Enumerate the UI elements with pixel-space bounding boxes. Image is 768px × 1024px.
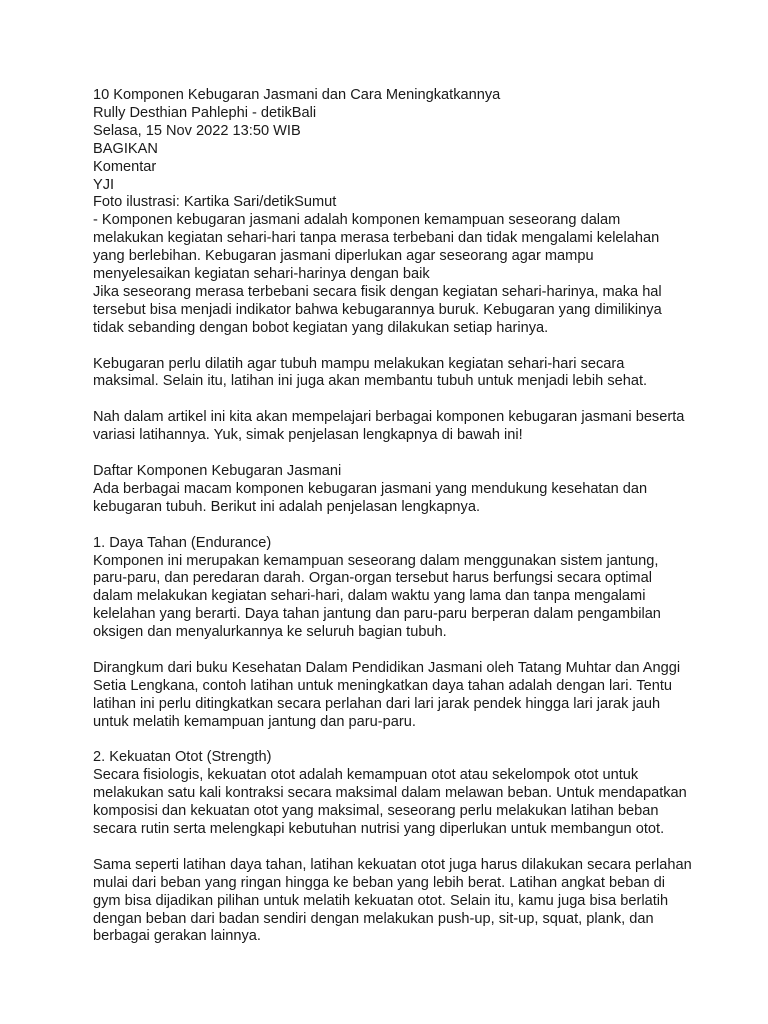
share-label: BAGIKAN: [93, 140, 158, 157]
text-line: komposisi dan kekuatan otot yang maksimal, seseorang perlu melakukan latihan beban: [93, 803, 659, 820]
paragraph-3: [93, 409, 693, 445]
paragraph-2: [93, 356, 693, 392]
section-endurance: [93, 535, 693, 642]
text-line: secara rutin serta melengkapi kebutuhan nutrisi yang diperlukan untuk membangun otot.: [93, 821, 665, 838]
paragraph-gap: [93, 338, 693, 356]
text-line: paru-paru, dan peredaran darah. Organ-organ tersebut harus berfungsi secara optimal: [93, 570, 652, 587]
text-line: Secara fisiologis, kekuatan otot adalah kemampuan otot atau sekelompok otot untuk: [93, 767, 639, 784]
text-line: untuk melatih kemampuan jantung dan paru-paru.: [93, 713, 416, 730]
paragraph-gap: [93, 839, 693, 857]
article-date: Selasa, 15 Nov 2022 13:50 WIB: [93, 122, 301, 139]
paragraph-gap: [93, 642, 693, 660]
text-line: gym bisa dijadikan pilihan untuk melatih kekuatan otot. Selain itu, kamu juga bisa berlatih: [93, 892, 669, 909]
text-line: menyelesaikan kegiatan sehari-harinya dengan baik: [93, 266, 430, 283]
comment-label: Komentar: [93, 158, 157, 175]
section-strength-detail: [93, 857, 693, 947]
text-line: tersebut bisa menjadi indikator bahwa kebugarannya buruk. Kebugaran yang dimilikinya: [93, 301, 662, 318]
document-page: [93, 87, 693, 946]
text-line: kelelahan yang berarti. Daya tahan jantung dan paru-paru berperan dalam pengambilan: [93, 606, 661, 623]
section-strength: [93, 749, 693, 839]
text-line: Kebugaran perlu dilatih agar tubuh mampu melakukan kegiatan sehari-hari secara: [93, 355, 625, 372]
text-line: variasi latihannya. Yuk, simak penjelasan lengkapnya di bawah ini!: [93, 427, 523, 444]
text-line: dengan beban dari badan sendiri dengan melakukan push-up, sit-up, squat, plank, dan: [93, 910, 654, 927]
text-line: berbagai gerakan lainnya.: [93, 928, 261, 945]
section-heading: Daftar Komponen Kebugaran Jasmani: [93, 462, 342, 479]
text-line: kebugaran tubuh. Berikut ini adalah penjelasan lengkapnya.: [93, 498, 481, 515]
paragraph-gap: [93, 732, 693, 750]
article-title: 10 Komponen Kebugaran Jasmani dan Cara Meningkatkannya: [93, 87, 501, 103]
text-line: tidak sebanding dengan bobot kegiatan yang dilakukan setiap harinya.: [93, 319, 549, 336]
section-list-intro: [93, 463, 693, 517]
text-line: Komponen ini merupakan kemampuan seseorang dalam menggunakan sistem jantung,: [93, 552, 659, 569]
text-line: Nah dalam artikel ini kita akan mempelajari berbagai komponen kebugaran jasmani beserta: [93, 409, 685, 426]
section-heading: 2. Kekuatan Otot (Strength): [93, 749, 272, 766]
text-line: yang berlebihan. Kebugaran jasmani diperlukan agar seseorang agar mampu: [93, 248, 594, 265]
paragraph-gap: [93, 391, 693, 409]
article-author: Rully Desthian Pahlephi - detikBali: [93, 104, 317, 121]
text-line: Dirangkum dari buku Kesehatan Dalam Pendidikan Jasmani oleh Tatang Muhtar dan Anggi: [93, 659, 681, 676]
text-line: - Komponen kebugaran jasmani adalah komponen kemampuan seseorang dalam: [93, 212, 621, 229]
text-line: mulai dari beban yang ringan hingga ke beban yang lebih berat. Latihan angkat beban di: [93, 874, 666, 891]
paragraph-gap: [93, 517, 693, 535]
paragraph-gap: [93, 445, 693, 463]
text-line: Ada berbagai macam komponen kebugaran jasmani yang mendukung kesehatan dan: [93, 480, 648, 497]
text-line: Jika seseorang merasa terbebani secara fisik dengan kegiatan sehari-harinya, maka hal: [93, 283, 662, 300]
text-line: dalam melakukan kegiatan sehari-hari, dalam waktu yang lama dan tanpa mengalami: [93, 588, 646, 605]
section-endurance-detail: [93, 660, 693, 732]
text-line: latihan ini perlu ditingkatkan secara perlahan dari lari jarak pendek hingga lari jarak jauh: [93, 695, 661, 712]
section-heading: 1. Daya Tahan (Endurance): [93, 534, 272, 551]
photo-credit: Foto ilustrasi: Kartika Sari/detikSumut: [93, 194, 337, 211]
text-line: Sama seperti latihan daya tahan, latihan kekuatan otot juga harus dilakukan secara perlahan: [93, 856, 692, 873]
text-line: oksigen dan menyalurkannya ke seluruh bagian tubuh.: [93, 624, 447, 641]
text-line: melakukan satu kali kontraksi secara maksimal dalam melawan beban. Untuk mendapatkan: [93, 785, 687, 802]
text-line: melakukan kegiatan sehari-hari tanpa merasa terbebani dan tidak mengalami kelelahan: [93, 230, 660, 247]
intro-paragraph: [93, 212, 693, 337]
initials: YJI: [93, 176, 115, 193]
text-line: maksimal. Selain itu, latihan ini juga akan membantu tubuh untuk menjadi lebih sehat.: [93, 373, 648, 390]
text-line: Setia Lengkana, contoh latihan untuk meningkatkan daya tahan adalah dengan lari. Tentu: [93, 677, 673, 694]
